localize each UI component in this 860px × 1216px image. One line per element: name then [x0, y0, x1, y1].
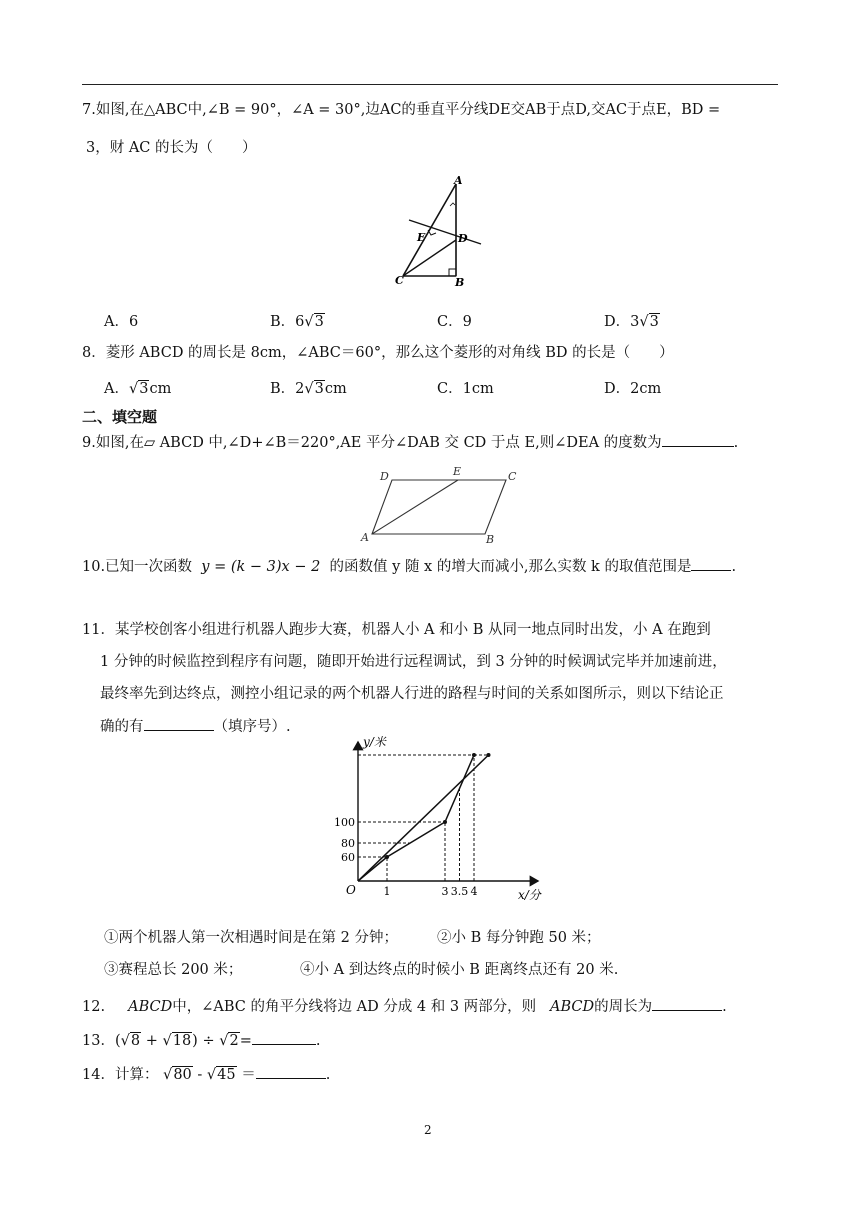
q7-option-c: C．9 [437, 314, 472, 330]
q9-label-c: C [508, 470, 517, 483]
q7-label-e: E [417, 231, 426, 244]
q9-label-a: A [361, 531, 369, 544]
x-tick-3: 3 [441, 885, 449, 898]
series-1-point-3 [472, 753, 476, 757]
section-title: 二、填空题 [82, 408, 158, 426]
q9-label-b: B [486, 533, 495, 545]
q11-statement-4: ④小 A 到达终点的时候小 B 距离终点还有 20 米. [300, 962, 619, 978]
q11-statement-2: ②小 B 每分钟跑 50 米； [437, 930, 601, 946]
q8-option-a: A．√3cm [104, 381, 172, 397]
q7-line2: 3，财 AC 的长为（ ） [86, 140, 257, 156]
q7-label-a: A [454, 174, 463, 187]
q11-statement-3: ③赛程总长 200 米； [104, 962, 243, 978]
x-axis-label: x/分 [518, 888, 541, 902]
q8-option-b: B．2√3cm [270, 381, 347, 397]
q11-line1: 11．某学校创客小组进行机器人跑步大赛，机器人小 A 和小 B 从同一地点同时出发，小 A 在跑到 [82, 622, 711, 638]
q14-answer-blank[interactable] [256, 1064, 326, 1079]
q13-text: 13．(√8 + √18) ÷ √2= . [82, 1030, 320, 1051]
q12-text: 12. ABCD中，∠ABC 的角平分线将边 AD 分成 4 和 3 两部分，则 ABCD的周长为 . [82, 996, 727, 1017]
q7-option-d: D．3√3 [604, 314, 659, 330]
series-line-1 [358, 755, 474, 881]
q7-triangle-figure [395, 172, 485, 292]
q11-line2: 1 分钟的时候监控到程序有问题，随即开始进行远程调试，到 3 分钟的时候调试完毕并加速前进， [100, 654, 727, 670]
q11-statement-1: ①两个机器人第一次相遇时间是在第 2 分钟； [104, 930, 398, 946]
q7-line1: 7.如图,在△ABC中,∠B = 90°，∠A = 30°,边AC的垂直平分线DE交AB于点D,交AC于点E，BD = [82, 102, 721, 118]
q9-label-e: E [453, 465, 462, 478]
q13-answer-blank[interactable] [252, 1030, 316, 1045]
q9-answer-blank[interactable] [662, 432, 734, 447]
header-rule [82, 84, 778, 85]
q8-option-c: C．1cm [437, 381, 494, 397]
q8-option-d: D．2cm [604, 381, 662, 397]
q10-text: 10.已知一次函数 y = (k − 3)x − 2 的函数值 y 随 x 的增大而减小,那么实数 k 的取值范围是 . [82, 556, 736, 577]
series-1-point-1 [385, 855, 389, 859]
series-1-point-2 [443, 820, 447, 824]
robot-race-chart [330, 732, 550, 907]
q7-label-d: D [458, 232, 468, 245]
y-tick-80: 80 [341, 837, 355, 850]
q10-answer-blank[interactable] [691, 556, 731, 571]
y-tick-100: 100 [334, 816, 355, 829]
q7-option-b: B．6√3 [270, 314, 324, 330]
q12-answer-blank[interactable] [652, 996, 722, 1011]
q14-text: 14．计算： √80 - √45 ＝ . [82, 1064, 330, 1085]
x-tick-3.5: 3.5 [450, 885, 469, 898]
q8-text: 8．菱形 ABCD 的周长是 8cm，∠ABC＝60°，那么这个菱形的对角线 BD 的长是（ ） [82, 345, 674, 361]
x-tick-1: 1 [383, 885, 391, 898]
q7-label-c: C [395, 274, 404, 287]
q9-text: 9.如图,在▱ ABCD 中,∠D+∠B＝220°,AE 平分∠DAB 交 CD 于点 E,则∠DEA 的度数为 . [82, 432, 738, 453]
series-line-2 [358, 755, 489, 881]
q9-label-d: D [380, 470, 389, 483]
page-number: 2 [424, 1123, 432, 1137]
y-axis-label: y/米 [363, 735, 386, 749]
q7-option-a: A．6 [104, 314, 139, 330]
q11-answer-blank[interactable] [144, 716, 214, 731]
y-tick-60: 60 [341, 851, 355, 864]
q11-line3: 最终率先到达终点，测控小组记录的两个机器人行进的路程与时间的关系如图所示，则以下结论正 [100, 686, 724, 702]
q11-line4: 确的有 （填序号）. [100, 716, 291, 737]
series-2-point-1 [487, 753, 491, 757]
q7-label-b: B [455, 276, 465, 289]
x-tick-4: 4 [470, 885, 478, 898]
origin-label: O [346, 883, 356, 897]
q9-parallelogram-figure [358, 463, 528, 545]
